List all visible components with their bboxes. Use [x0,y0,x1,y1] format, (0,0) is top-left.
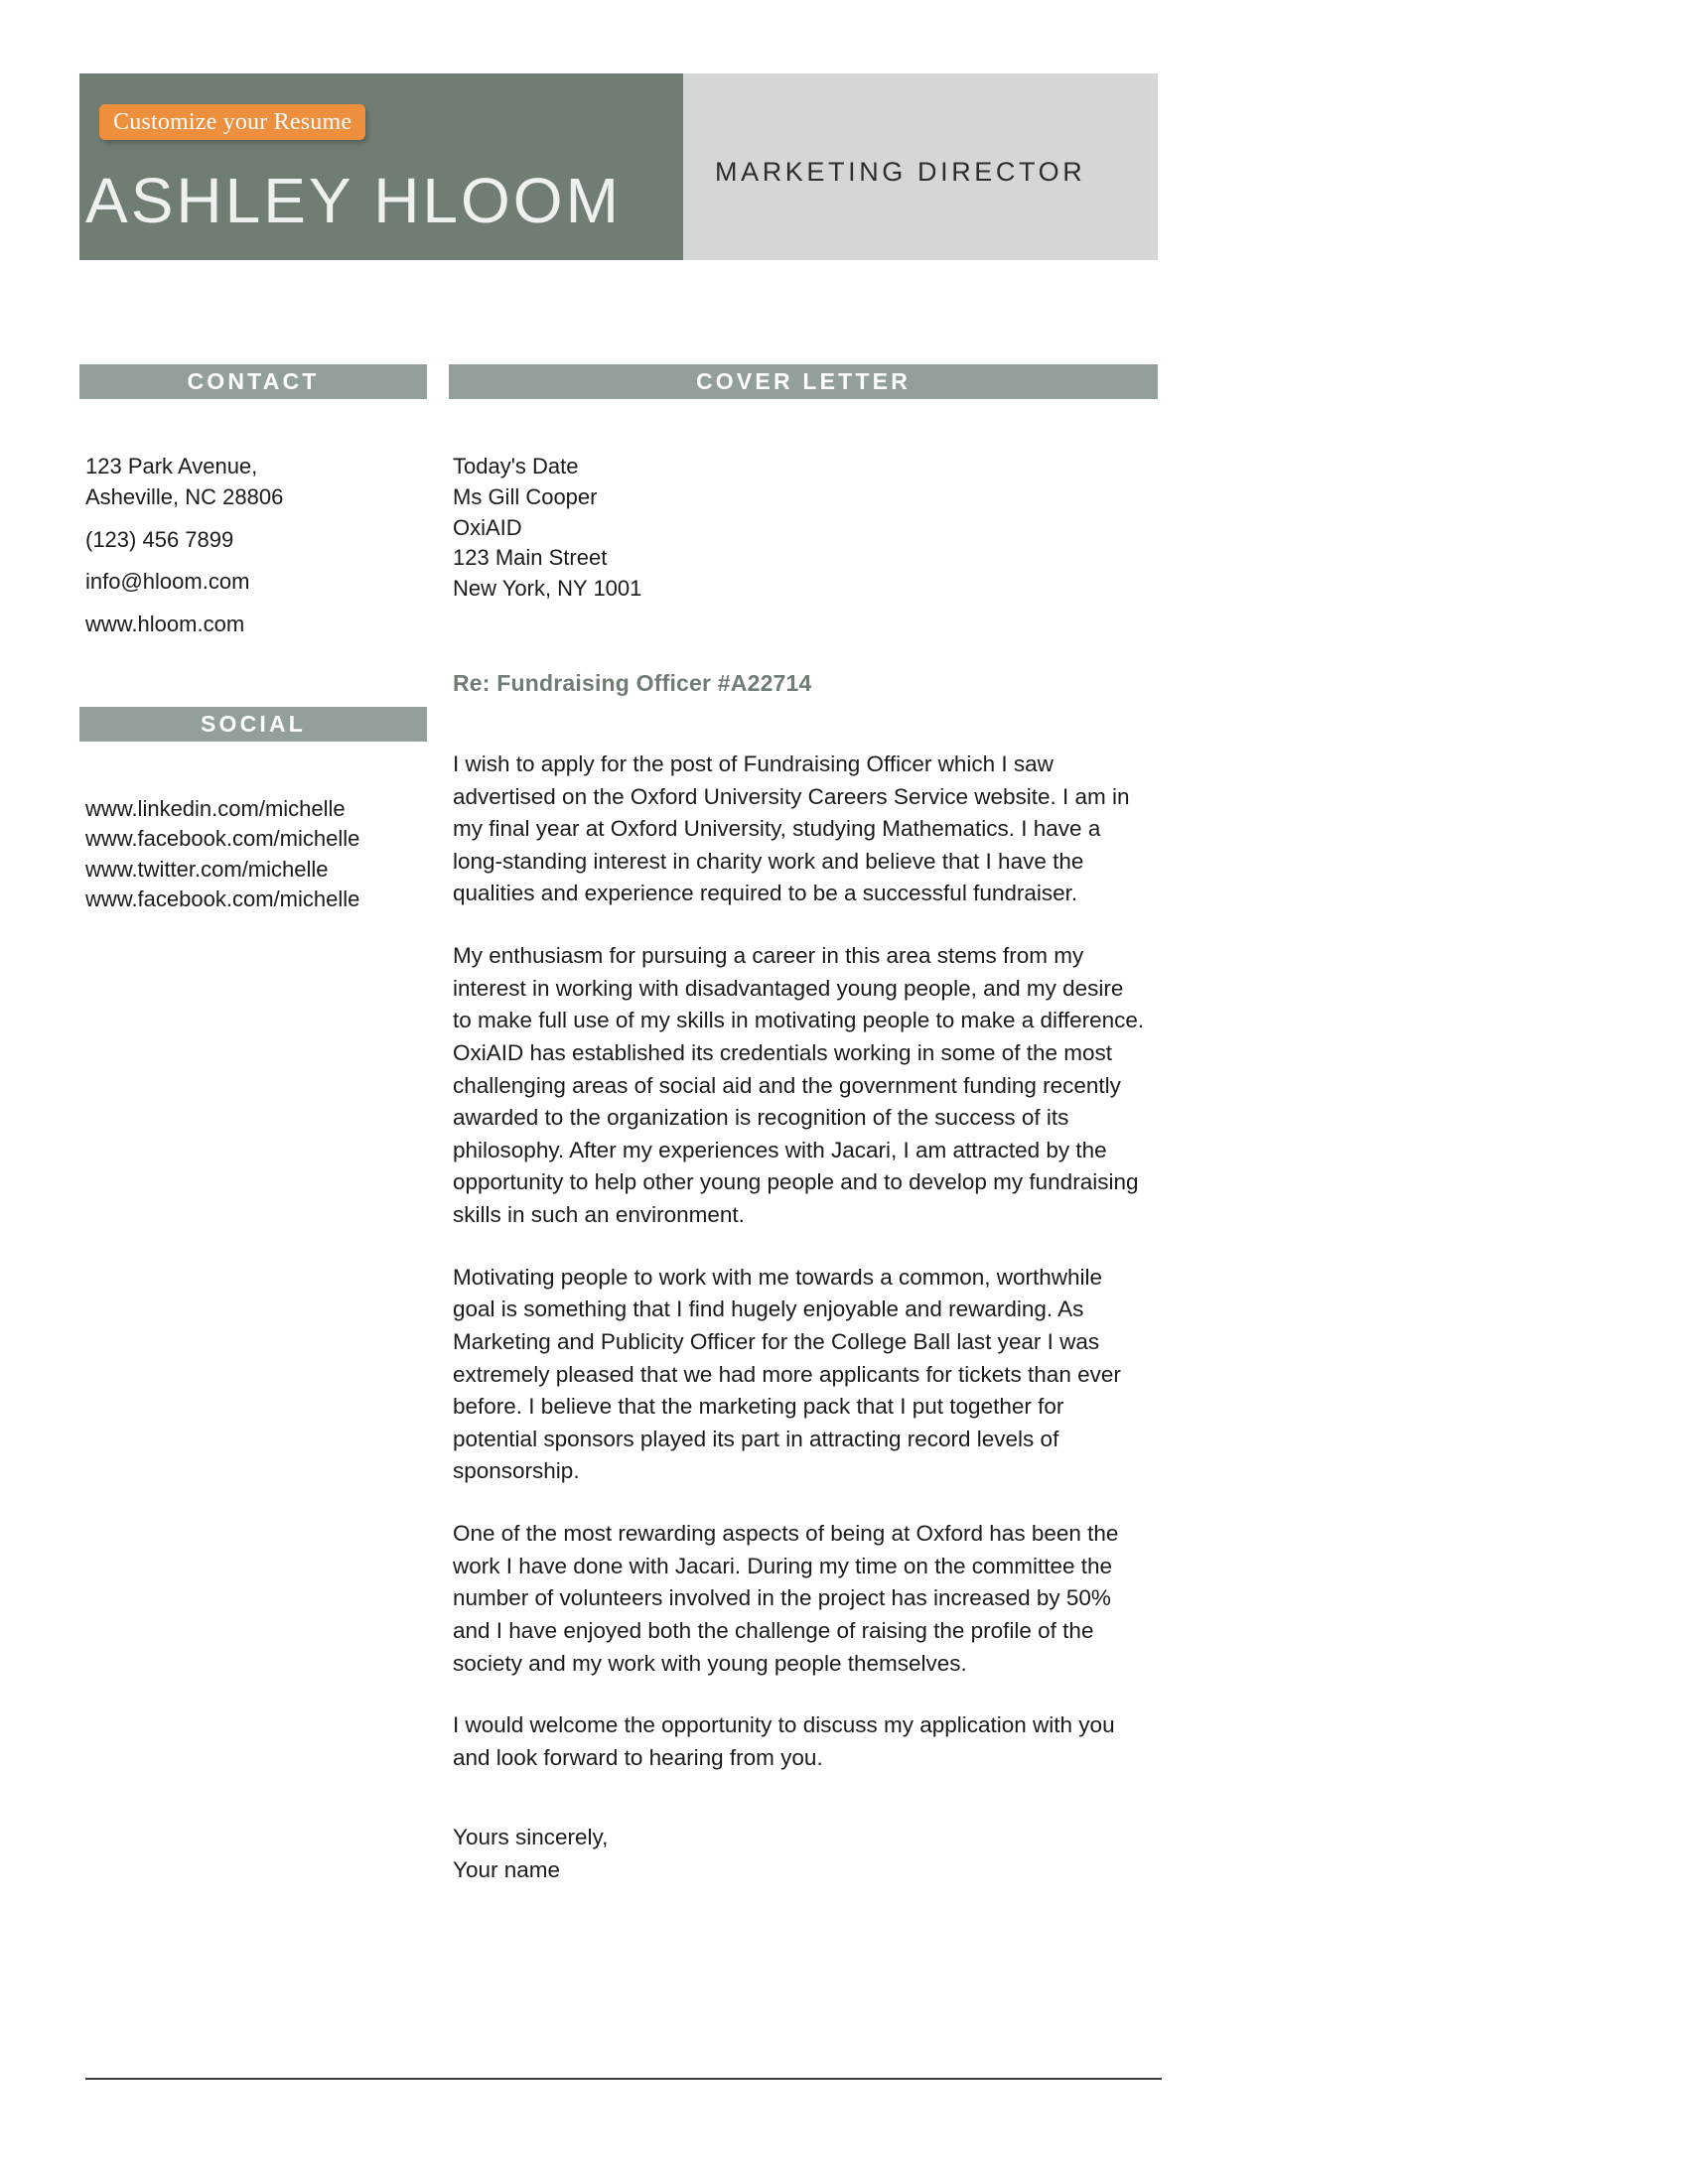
cover-letter-body [453,452,1148,1887]
contact-address-line1: 123 Park Avenue, [85,454,258,478]
contact-details [85,452,443,640]
section-header-contact: CONTACT [79,364,427,399]
recipient-street: 123 Main Street [453,545,608,571]
social-link-facebook[interactable]: www.facebook.com/michelle [85,826,360,852]
section-header-social: SOCIAL [79,707,427,742]
recipient-name: Ms Gill Cooper [453,483,598,509]
recipient-city: New York, NY 1001 [453,576,642,602]
recipient-block [453,452,1148,605]
letter-paragraph: One of the most rewarding aspects of being at Oxford has been the work I have done with Jacari. During my time on the committee the number of volunteers involved in the project has increased by 50% and I have enjoyed both the challenge of raising the profile of the society and my work with young people themselves. [453,1521,1119,1676]
letter-date: Today's Date [453,454,579,478]
closing-line: Yours sincerely, [453,1825,609,1850]
letter-paragraph: I would welcome the opportunity to discuss my application with you and look forward to hearing from you. [453,1712,1115,1770]
contact-email[interactable]: info@hloom.com [85,569,250,595]
social-links [85,794,463,914]
contact-website[interactable]: www.hloom.com [85,612,245,637]
document-header [79,73,1158,260]
signature-name: Your name [453,1857,560,1883]
contact-phone: (123) 456 7899 [85,526,234,552]
section-header-cover-letter: COVER LETTER [449,364,1158,399]
job-title: MARKETING DIRECTOR [715,157,1086,187]
customize-resume-button[interactable]: Customize your Resume [99,104,365,140]
recipient-company: OxiAID [453,514,522,540]
social-link-twitter[interactable]: www.twitter.com/michelle [85,856,329,882]
letter-paragraph: Motivating people to work with me towards a common, worthwhile goal is something that I find hugely enjoyable and rewarding. As Marketing and Publicity Officer for the College Ball last year I was extremely pleased that we had more applicants for tickets than ever before. I believe that the marketing pack that I put together for potential sponsors played its part in attracting record levels of sponsorship. [453,1264,1121,1484]
letter-paragraph: I wish to apply for the post of Fundraising Officer which I saw advertised on the Oxford University Careers Service website. I am in my final year at Oxford University, studying Mathematics. I have a long-standing interest in charity work and believe that I have the qualities and experience required to be a successful fundraiser. [453,751,1130,906]
letter-signoff [453,1822,1148,1886]
social-link-linkedin[interactable]: www.linkedin.com/michelle [85,796,346,821]
contact-address-line2: Asheville, NC 28806 [85,483,284,509]
footer-divider [85,2078,1162,2080]
social-link-facebook-2[interactable]: www.facebook.com/michelle [85,887,360,912]
letter-paragraph: My enthusiasm for pursuing a career in this area stems from my interest in working with disadvantaged young people, and my desire to make full use of my skills in motivating people to make a difference. OxiAID has established its credentials working in some of the most challenging areas of social aid and the government funding recently awarded to the organization is recognition of the success of its philosophy. After my experiences with Jacari, I am attracted by the opportunity to help other young people and to develop my fundraising skills in such an environment. [453,943,1145,1228]
letter-paragraphs [453,749,1148,1775]
page-title: ASHLEY HLOOM [85,165,622,236]
letter-subject-line: Re: Fundraising Officer #A22714 [453,669,812,696]
